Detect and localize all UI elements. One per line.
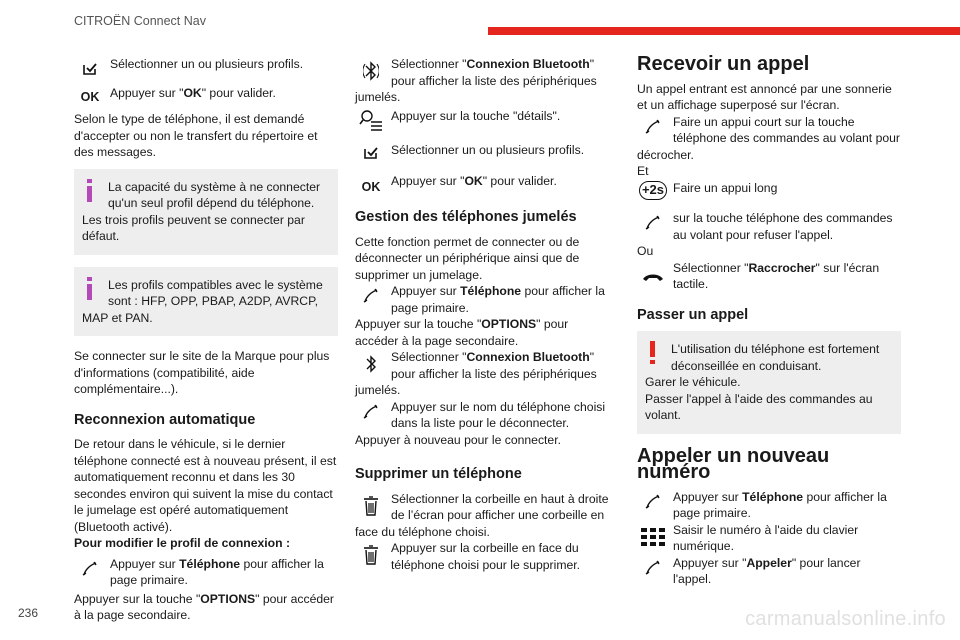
section-heading: Supprimer un téléphone [355, 466, 522, 482]
paragraph: Appuyer à nouveau pour le connecter. [355, 432, 561, 447]
phone-handset-icon [637, 491, 669, 513]
phone-handset-icon [637, 116, 669, 138]
bluetooth-icon [355, 60, 387, 82]
step-bluetooth-connexion: Sélectionner "Connexion Bluetooth" pour afficher la liste des périphériques jumelés. [355, 57, 597, 104]
paragraph: Un appel entrant est annoncé par une sonnerie et un affichage superposé sur l'écran. [637, 81, 892, 112]
column-3 [637, 53, 901, 594]
paragraph: Ou [637, 244, 654, 258]
info-note-profiles: Les profils compatibles avec le système sont : HFP, OPP, PBAP, A2DP, AVRCP, MAP et PAN. [74, 267, 338, 337]
step-details: Appuyer sur la touche "détails". [355, 108, 611, 125]
step-bluetooth-connexion: Sélectionner "Connexion Bluetooth" pour afficher la liste des périphériques jumelés. [355, 350, 597, 397]
page-number: 236 [18, 606, 39, 620]
step-validate-ok: OK Appuyer sur "OK" pour valider. [74, 85, 338, 102]
section-heading: Passer un appel [637, 306, 749, 323]
hang-up-icon [637, 266, 669, 288]
column-2 [355, 56, 611, 579]
ok-icon: OK [361, 180, 381, 195]
step-select-profiles: Sélectionner un ou plusieurs profils. [74, 56, 338, 73]
trash-icon [355, 544, 387, 566]
phone-handset-icon [355, 285, 387, 307]
phone-handset-icon [637, 212, 669, 234]
paragraph: Appuyer sur la touche "OPTIONS" pour accéder à la page secondaire. [355, 317, 569, 348]
info-note: La capacité du système à ne connecter qu'un seul profil dépend du téléphone. Les trois profils peuvent se connecter par défaut. [74, 169, 338, 255]
phone-handset-icon [637, 557, 669, 579]
step-refuse: sur la touche téléphone des commandes au volant pour refuser l'appel. [637, 206, 901, 243]
paragraph: Et [637, 164, 649, 178]
checkbox-icon [74, 58, 106, 80]
keypad-icon [637, 526, 669, 548]
warning-note: L'utilisation du téléphone est fortement déconseillée en conduisant. Garer le véhicule. Passer l'appel à l'aide des commandes au volant. [637, 331, 901, 434]
info-icon [86, 179, 106, 203]
step-hang-up: Sélectionner "Raccrocher" sur l'écran tactile. [637, 260, 901, 293]
section-title: Appeler un nouveau numéro [637, 444, 830, 483]
section-title: Recevoir un appel [637, 53, 810, 75]
step-trash-top: Sélectionner la corbeille en haut à droite de l’écran pour afficher une corbeille en face du téléphone choisi. [355, 491, 609, 539]
step-short-press: Faire un appui court sur la touche téléphone des commandes au volant pour décrocher. [637, 114, 900, 162]
step-long-press: +2s Faire un appui long [637, 180, 901, 197]
trash-icon [355, 495, 387, 517]
step-validate-ok: OK Appuyer sur "OK" pour valider. [355, 171, 611, 190]
step-select-profiles: Sélectionner un ou plusieurs profils. [355, 136, 611, 159]
step-disconnect: Appuyer sur le nom du téléphone choisi dans la liste pour le déconnecter. [355, 399, 611, 432]
step-trash-delete: Appuyer sur la corbeille en face du téléphone choisi pour le supprimer. [355, 540, 611, 573]
step-phone: Appuyer sur Téléphone pour afficher la page primaire. [355, 283, 611, 316]
step-phone: Appuyer sur Téléphone pour afficher la page primaire. [74, 556, 338, 589]
paragraph-bold: Pour modifier le profil de connexion : [74, 536, 291, 550]
paragraph: De retour dans le véhicule, si le dernier téléphone connecté est à nouveau présent, il est automatiquement reconnu et dans les 30 secondes environ qui suivent la mise du contact le jumelage est opéré automatiquement (Bluetooth activé). [74, 437, 337, 534]
step-phone: Appuyer sur Téléphone pour afficher la page primaire. [637, 489, 901, 522]
section-heading: Reconnexion automatique [74, 411, 256, 428]
ok-icon: OK [80, 90, 100, 105]
checkbox-icon [355, 142, 387, 164]
paragraph: Cette fonction permet de connecter ou de déconnecter un périphérique ainsi que de supprimer un jumelage. [355, 234, 580, 282]
step-call: Appuyer sur "Appeler" pour lancer l'appel. [637, 555, 901, 588]
header-accent-bar [488, 27, 960, 35]
long-press-icon: +2s [637, 180, 669, 202]
phone-handset-icon [355, 401, 387, 423]
column-1 [74, 56, 338, 630]
step-keypad: Saisir le numéro à l'aide du clavier numérique. [637, 522, 901, 555]
paragraph: Selon le type de téléphone, il est demandé d'accepter ou non le transfert du répertoire et des messages. [74, 112, 318, 159]
info-icon [86, 277, 106, 301]
paragraph: Se connecter sur le site de la Marque pour plus d'informations (compatibilité, aide complémentaire...). [74, 349, 330, 396]
watermark: carmanualsonline.info [745, 608, 946, 630]
section-heading: Gestion des téléphones jumelés [355, 209, 577, 225]
phone-handset-icon [74, 558, 106, 580]
details-list-icon [355, 110, 387, 132]
paragraph: Appuyer sur la touche "OPTIONS" pour accéder à la page secondaire. [74, 591, 334, 622]
running-header: CITROËN Connect Nav [74, 14, 206, 28]
warning-icon [649, 341, 669, 365]
bluetooth-icon [355, 353, 387, 375]
